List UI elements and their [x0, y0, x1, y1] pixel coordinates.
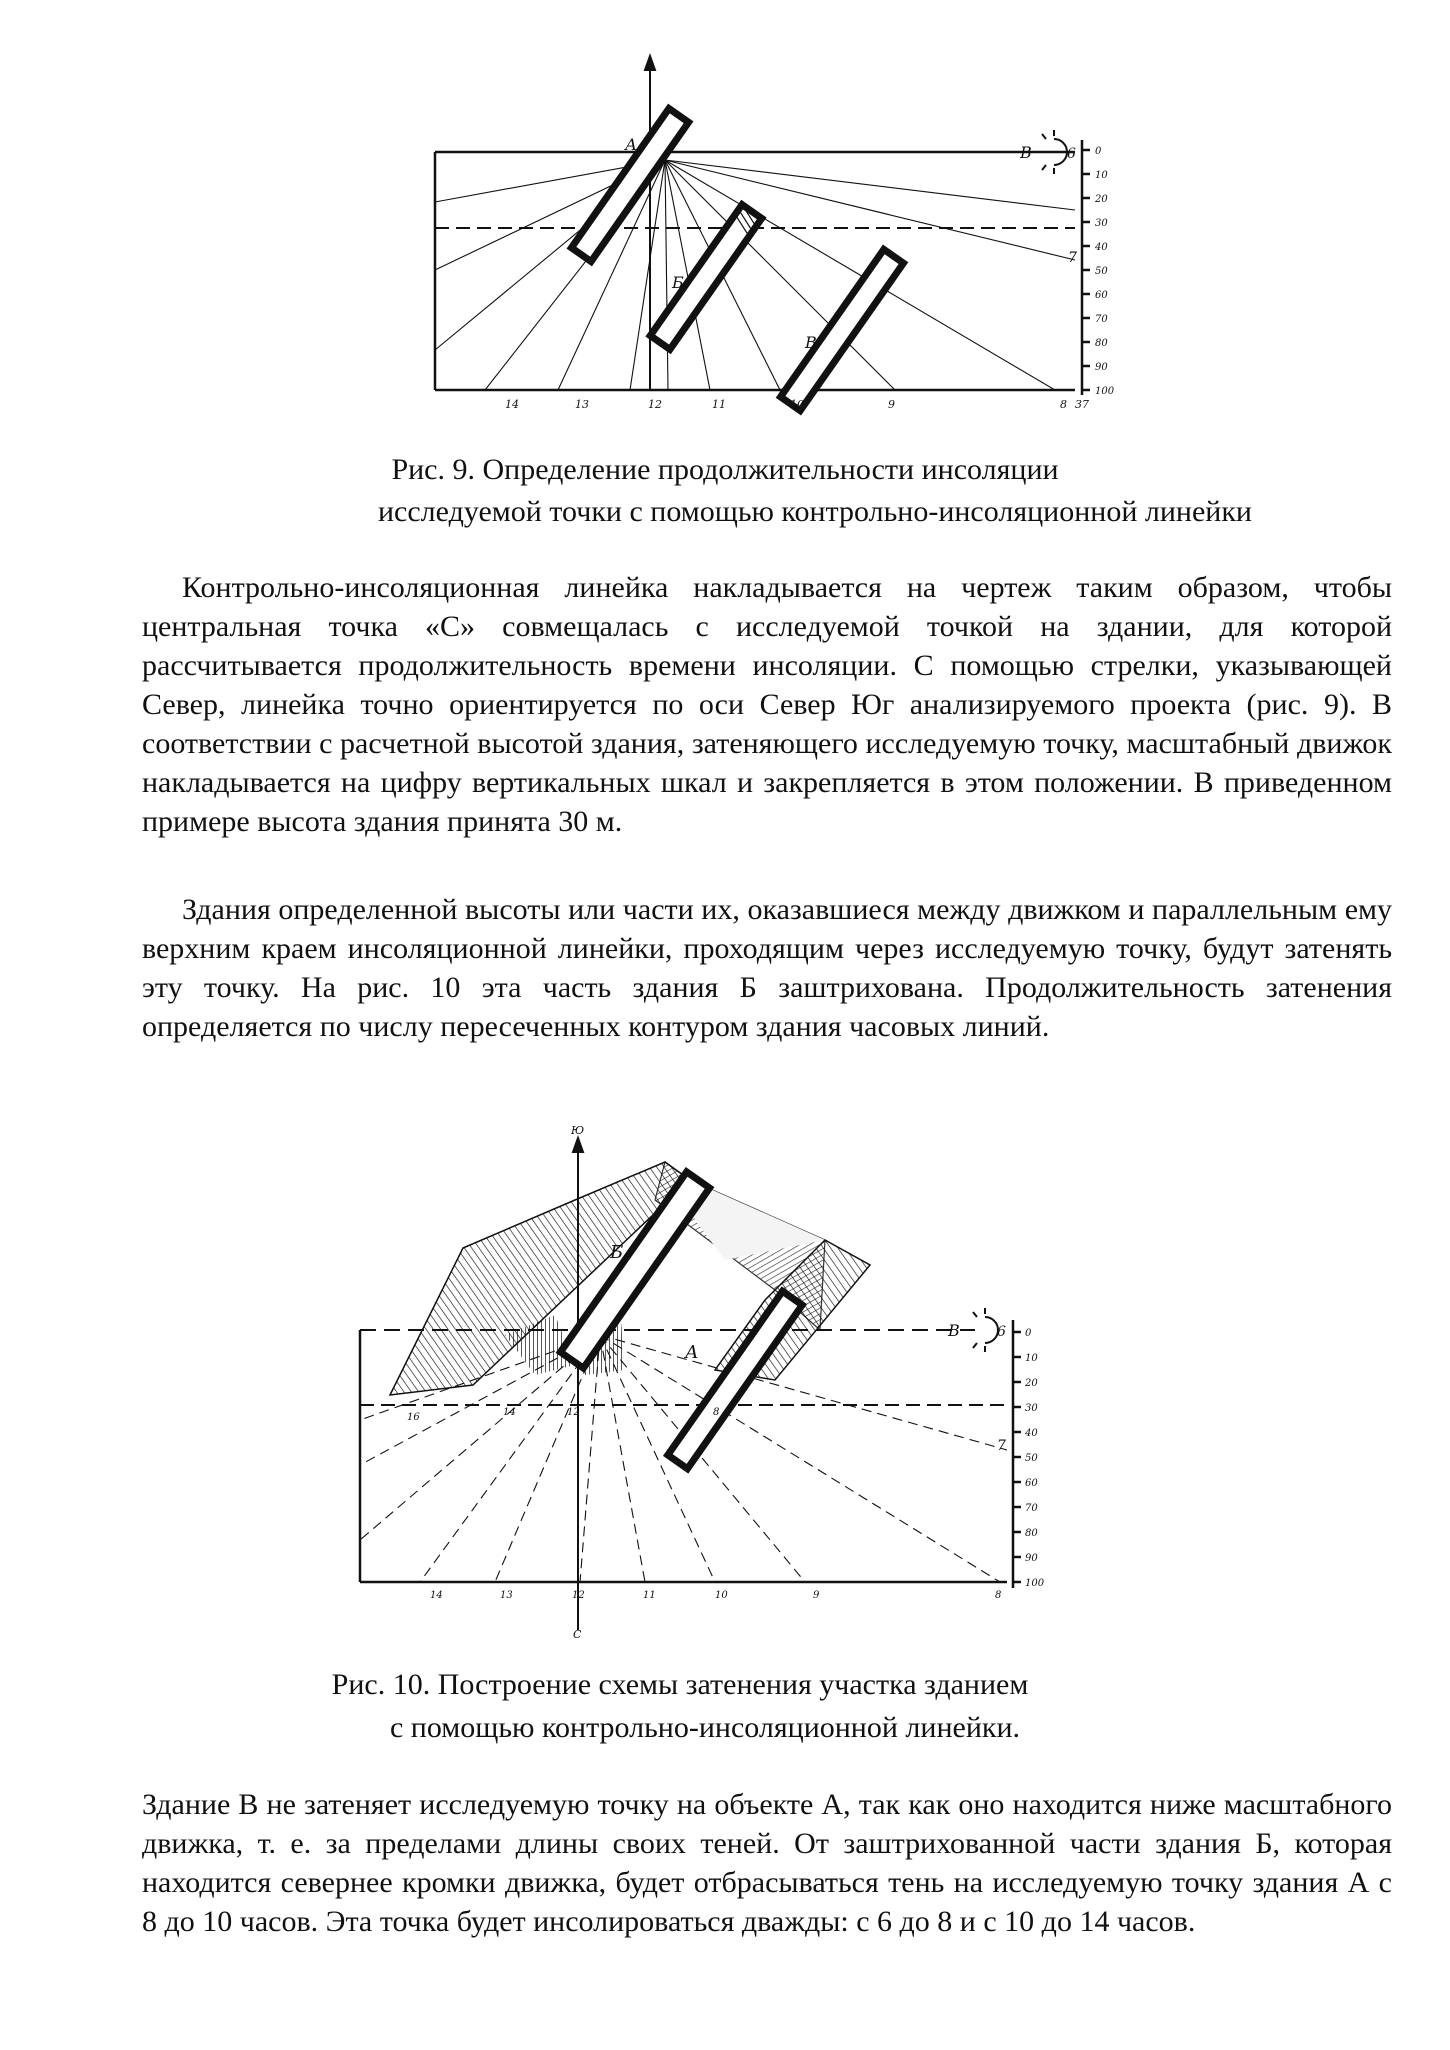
- svg-text:50: 50: [1095, 266, 1108, 277]
- svg-text:37: 37: [1075, 398, 1089, 411]
- south-label: С: [573, 1628, 582, 1640]
- svg-text:10: 10: [715, 1590, 728, 1601]
- svg-text:70: 70: [1095, 314, 1108, 325]
- north-label: Ю: [571, 1124, 585, 1137]
- svg-text:0: 0: [1095, 146, 1102, 157]
- svg-text:100: 100: [1095, 386, 1115, 397]
- svg-text:40: 40: [1095, 242, 1108, 253]
- paragraph-1: Контрольно-инсоляционная линейка накладывается на чертеж таким образом, чтобы центральная точка «С» совмещалась с исследуемой точкой на здании, для которой рассчитывается продолжительность времени инсоляции. С помощью стрелки, указывающей Север, линейка точно ориентируется по оси Север Юг анализируемого проекта (рис. 9). В соответствии с расчетной высотой здания, затеняющего исследуемую точку, масштабный движок накладывается на цифру вертикальных шкал и закрепляется в этом положении. В приведенном примере высота здания принята 30 м.: [142, 571, 1392, 838]
- svg-text:10: 10: [790, 398, 804, 411]
- svg-text:70: 70: [1025, 1503, 1038, 1514]
- figure-9-caption-line-1: Рис. 9. Определение продолжительности инсоляции: [391, 453, 1059, 486]
- svg-text:90: 90: [1095, 362, 1108, 373]
- figure-9-diagram: [420, 50, 1140, 420]
- svg-text:12: 12: [567, 1407, 580, 1418]
- figure-10-caption-line-2: с помощью контрольно-инсоляционной линейки.: [389, 1711, 1020, 1744]
- svg-text:12: 12: [572, 1590, 585, 1601]
- svg-text:8: 8: [1060, 398, 1067, 411]
- svg-text:11: 11: [712, 398, 726, 411]
- hour-lines: [435, 160, 1075, 390]
- svg-text:30: 30: [1095, 218, 1108, 229]
- figure-10-caption-line-1: Рис. 10. Построение схемы затенения участка зданием: [331, 1668, 1029, 1701]
- row-label-6: 6: [1067, 146, 1076, 162]
- building-v: [781, 249, 904, 410]
- paragraph-2: Здания определенной высоты или части их, оказавшиеся между движком и параллельным ему верхним краем инсоляционной линейки, проходящим через исследуемую точку, будут затенять эту точку. На рис. 10 эта часть здания Б заштрихована. Продолжительность затенения определяется по числу пересеченных контуром здания часовых линий.: [142, 893, 1392, 1043]
- svg-text:60: 60: [1095, 290, 1108, 301]
- svg-text:13: 13: [575, 398, 589, 411]
- svg-text:20: 20: [1095, 194, 1108, 205]
- hour-labels: [505, 398, 1089, 411]
- svg-text:8: 8: [713, 1407, 720, 1418]
- svg-text:11: 11: [643, 1590, 656, 1601]
- svg-text:30: 30: [1025, 1403, 1038, 1414]
- svg-text:40: 40: [1025, 1428, 1038, 1439]
- svg-text:80: 80: [1025, 1528, 1038, 1539]
- svg-text:80: 80: [1095, 338, 1108, 349]
- height-scale: [1082, 140, 1090, 395]
- svg-text:10: 10: [1095, 170, 1108, 181]
- sun-icon: [965, 1308, 998, 1352]
- svg-text:13: 13: [500, 1590, 513, 1601]
- svg-text:9: 9: [888, 398, 895, 411]
- svg-text:90: 90: [1025, 1553, 1038, 1564]
- label-building-b: Б: [610, 1242, 624, 1263]
- svg-text:20: 20: [1025, 1378, 1038, 1389]
- label-building-b: Б: [672, 273, 684, 292]
- svg-text:0: 0: [1025, 1328, 1032, 1339]
- row-label-7: 7: [1068, 250, 1077, 266]
- svg-text:14: 14: [503, 1407, 516, 1418]
- svg-text:100: 100: [1025, 1578, 1045, 1589]
- paragraph-3: Здание В не затеняет исследуемую точку на объекте А, так как оно находится ниже масштабного движка, т. е. за пределами длины своих теней. От заштрихованной части здания Б, которая находится севернее кромки движка, будет отбрасываться тень на исследуемую точку здания А с 8 до 10 часов. Эта точка будет инсолироваться дважды: с 6 до 8 и с 10 до 14 часов.: [142, 1788, 1392, 1938]
- height-scale-labels: [1024, 1328, 1045, 1589]
- figure-10-diagram: [345, 1120, 1155, 1640]
- svg-text:50: 50: [1025, 1453, 1038, 1464]
- hour-labels-bottom: [430, 1590, 1001, 1601]
- svg-text:12: 12: [648, 398, 662, 411]
- height-scale-labels: [1094, 146, 1115, 397]
- figure-9-caption-line-2: исследуемой точки с помощью контрольно-инсоляционной линейки: [378, 495, 1252, 528]
- svg-text:60: 60: [1025, 1478, 1038, 1489]
- svg-text:9: 9: [813, 1590, 820, 1601]
- svg-text:8: 8: [995, 1590, 1002, 1601]
- building-a: [571, 108, 688, 261]
- svg-text:16: 16: [407, 1412, 420, 1423]
- svg-text:14: 14: [430, 1590, 443, 1601]
- svg-text:14: 14: [505, 398, 519, 411]
- sun-letter: В: [1020, 143, 1032, 162]
- row-label-6: 6: [997, 1324, 1006, 1340]
- label-building-v: В: [805, 333, 817, 352]
- svg-text:10: 10: [1025, 1353, 1038, 1364]
- building-a: [668, 1291, 802, 1469]
- label-building-a: А: [625, 135, 638, 154]
- hour-labels-mid: [407, 1407, 719, 1423]
- height-scale: [1013, 1320, 1021, 1588]
- row-label-7: 7: [997, 1438, 1006, 1454]
- sun-letter: В: [948, 1321, 960, 1340]
- label-building-a: А: [685, 1342, 699, 1363]
